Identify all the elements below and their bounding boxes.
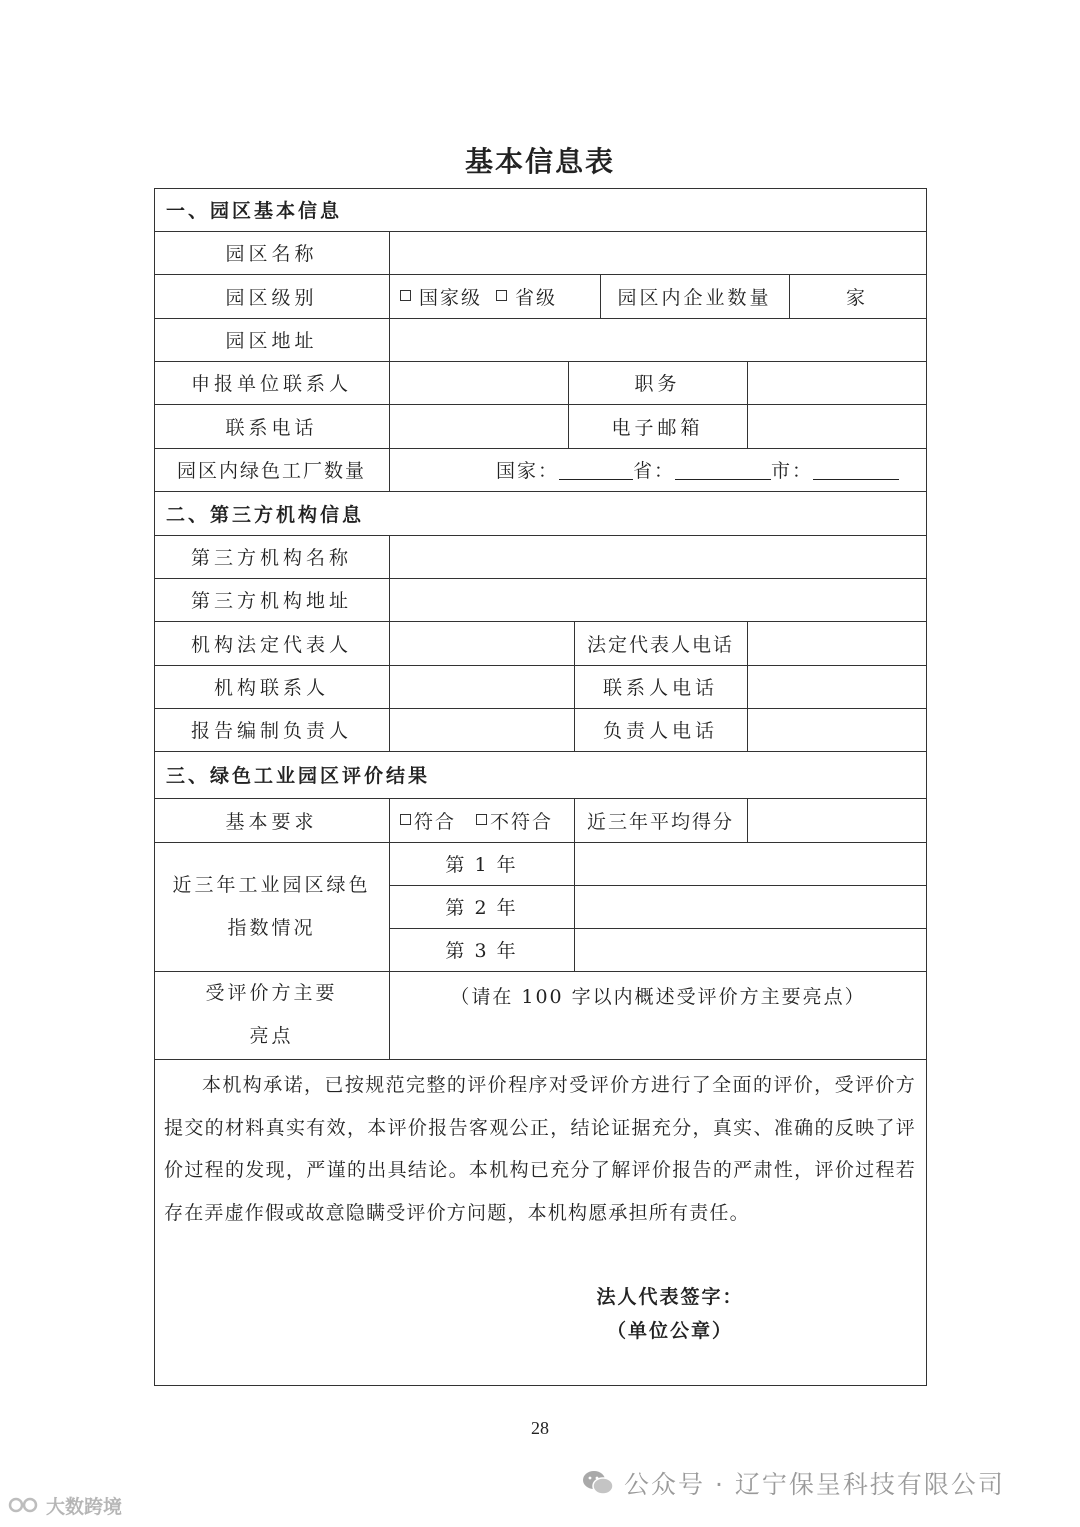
email-field[interactable] [748,405,926,448]
park-address-field[interactable] [390,319,926,361]
avg-score-field[interactable] [748,799,926,842]
seal-label: （单位公章） [606,1320,733,1342]
org-contact-field[interactable] [390,666,574,708]
highlights-label-line1: 受评价方主要 [205,982,338,1004]
green-index-label-line1: 近三年工业园区绿色 [172,873,371,896]
gf-city-label: 市： [771,460,814,482]
section-2-heading: 二、第三方机构信息 [166,503,365,526]
park-level-label: 园区级别 [225,286,318,309]
highlights-label [154,971,389,1059]
highlights-field[interactable] [390,972,926,1059]
report-lead-label: 报告编制负责人 [190,720,352,742]
legal-rep-phone-field[interactable] [748,622,926,665]
legal-rep-field[interactable] [390,622,574,665]
page-number: 28 [531,1418,549,1438]
wechat-icon [582,1469,614,1497]
watermark-left-text: 大数跨境 [46,1495,123,1518]
lead-phone-field[interactable] [748,709,926,751]
applicant-contact-label: 申报单位联系人 [190,373,352,395]
contact-phone-label: 联系电话 [225,416,318,439]
gf-city-blank[interactable] [813,459,899,480]
report-lead-field[interactable] [390,709,574,751]
section-1-heading: 一、园区基本信息 [166,200,343,222]
green-factory-count-label: 园区内绿色工厂数量 [176,460,366,482]
green-index-label [154,842,389,971]
gf-national-blank[interactable] [559,459,633,480]
org-contact-phone-label: 联系人电话 [602,677,718,699]
commitment-text: 本机构承诺，已按规范完整的评价程序对受评价方进行了全面的评价，受评价方提交的材料真实有效，本评价报告客观公正，结论证据充分，真实、准确的反映了评价过程的发现，严谨的出具结论。本机构已充分了解评价报告的严肃性，评价过程若存在弄虚作假或故意隐瞒受评价方问题，本机构愿承担所有责任。 [164,1074,916,1224]
org-name-field[interactable] [390,536,926,578]
email-label: 电子邮箱 [611,416,704,439]
park-name-label: 园区名称 [225,243,318,265]
page-title: 基本信息表 [464,145,615,178]
section-3-heading: 三、绿色工业园区评价结果 [166,765,431,787]
conform-checkbox[interactable] [400,814,411,825]
source-logo-icon [8,1495,42,1515]
applicant-contact-field[interactable] [390,362,568,404]
year-2-field[interactable] [575,886,926,928]
position-label: 职务 [634,373,681,395]
year-2-label: 第 2 年 [445,897,518,919]
org-contact-label: 机构联系人 [213,677,329,699]
provincial-option-label: 省级 [515,286,558,309]
national-option-label: 国家级 [419,286,483,309]
enterprise-count-label: 园区内企业数量 [617,286,772,309]
park-name-field[interactable] [390,232,926,274]
avg-score-label: 近三年平均得分 [586,810,734,833]
gf-provincial-blank[interactable] [675,459,771,480]
park-address-label: 园区地址 [225,330,318,352]
signature-label: 法人代表签字： [596,1286,744,1308]
org-contact-phone-field[interactable] [748,666,926,708]
wechat-watermark [582,1465,1005,1501]
nonconform-checkbox[interactable] [476,814,487,825]
year-3-field[interactable] [575,929,926,971]
gf-national-label: 国家： [496,460,560,482]
commitment-statement [164,1064,916,1234]
green-factory-counts [390,448,926,491]
green-index-label-line2: 指数情况 [227,916,316,939]
contact-phone-field[interactable] [390,405,568,448]
nonconform-option-label: 不符合 [490,810,554,833]
enterprise-count-unit: 家 [845,286,869,309]
org-address-field[interactable] [390,579,926,621]
highlights-hint: （请在 100 字以内概述受评价方主要亮点） [450,986,866,1008]
provincial-checkbox[interactable] [496,290,507,301]
position-field[interactable] [748,362,926,404]
gf-provincial-label: 省： [633,460,676,482]
year-1-field[interactable] [575,843,926,885]
legal-rep-phone-label: 法定代表人电话 [586,633,734,656]
lead-phone-label: 负责人电话 [602,720,718,742]
park-level-options [390,274,600,318]
watermark-right-text: 公众号 · 辽宁保呈科技有限公司 [624,1470,1005,1499]
year-1-label: 第 1 年 [445,854,518,876]
org-name-label: 第三方机构名称 [190,547,352,569]
highlights-label-line2: 亮点 [249,1025,294,1047]
source-watermark [8,1490,122,1520]
year-3-label: 第 3 年 [445,940,518,962]
conform-option-label: 符合 [414,810,457,833]
basic-requirement-label: 基本要求 [225,810,318,833]
org-address-label: 第三方机构地址 [190,590,352,612]
basic-requirement-options [390,798,574,842]
legal-rep-label: 机构法定代表人 [190,633,352,656]
national-checkbox[interactable] [400,290,411,301]
